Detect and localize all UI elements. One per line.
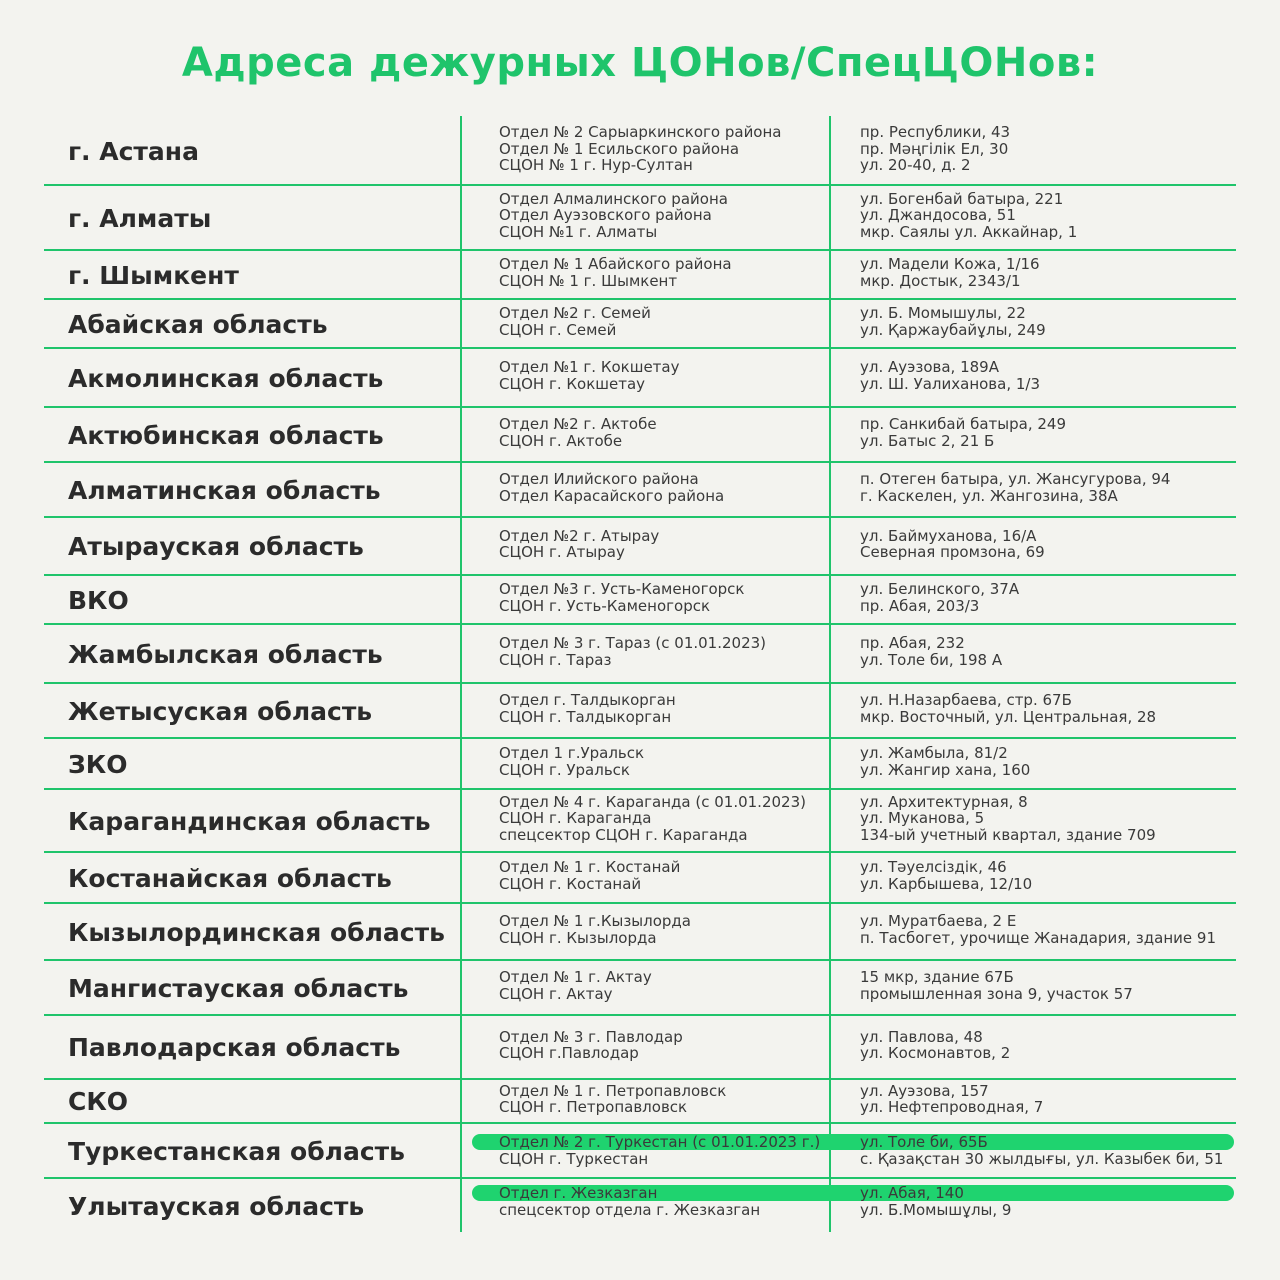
region-name: Улытауская область <box>68 1191 365 1221</box>
office-name: СЦОН г.Павлодар <box>499 1044 639 1062</box>
office-list <box>499 635 766 668</box>
address: мкр. Достык, 2343/1 <box>860 271 1021 290</box>
office-name: Отдел Ауэзовского района <box>499 206 712 225</box>
address: ул. Н.Назарбаева, стр. 67Б <box>860 691 1072 709</box>
region-name: СКО <box>68 1087 129 1116</box>
address-list <box>860 1083 1043 1116</box>
office-name: Отдел г. Талдыкорган <box>499 691 676 709</box>
office-list <box>499 794 806 844</box>
address: ул. Ауэзова, 189А <box>860 358 999 376</box>
office-list <box>499 1029 683 1062</box>
office-list <box>499 1185 760 1218</box>
office-name: Отдел № 1 г.Кызылорда <box>499 912 691 930</box>
address-list <box>860 416 1066 449</box>
address-list <box>860 913 1216 946</box>
address: ул. Муратбаева, 2 Е <box>860 912 1017 930</box>
row-divider <box>44 406 1236 408</box>
address: ул. Жамбыла, 81/2 <box>860 744 1008 762</box>
region-name: г. Астана <box>68 137 199 166</box>
office-name: Отдел № 1 г. Актау <box>499 968 652 986</box>
address-list <box>860 635 1002 668</box>
row-divider <box>44 249 1236 251</box>
region-name: Актюбинская область <box>68 420 384 450</box>
row-divider <box>44 574 1236 576</box>
region-name: г. Шымкент <box>68 260 239 290</box>
address: ул. Белинского, 37А <box>860 580 1020 598</box>
office-name: Отдел №2 г. Атырау <box>499 526 660 545</box>
region-name: ВКО <box>68 585 129 615</box>
row-divider <box>44 298 1236 300</box>
address: ул. Ауэзова, 157 <box>860 1081 989 1100</box>
address: п. Отеген батыра, ул. Жансугурова, 94 <box>860 470 1171 488</box>
address-list <box>860 1134 1223 1167</box>
address-list <box>860 256 1040 289</box>
address-list <box>860 528 1045 561</box>
region-name: Туркестанская область <box>68 1136 405 1166</box>
row-divider <box>44 902 1236 904</box>
office-name: СЦОН г. Тараз <box>499 650 612 669</box>
row-divider <box>44 1122 1236 1124</box>
office-name: СЦОН г. Караганда <box>499 809 652 828</box>
address: г. Каскелен, ул. Жангозина, 38А <box>860 486 1118 505</box>
office-name: СЦОН № 1 г. Нур-Султан <box>499 156 693 175</box>
office-name: Отдел №3 г. Усть-Каменогорск <box>499 580 745 598</box>
page-title: Адреса дежурных ЦОНов/СпецЦОНов: <box>181 40 1099 86</box>
office-list <box>499 359 679 392</box>
office-name: СЦОН г. Костанай <box>499 874 642 893</box>
office-name: Отдел № 2 Сарыаркинского района <box>499 123 782 142</box>
office-name: спецсектор СЦОН г. Караганда <box>499 825 748 844</box>
region-name: Павлодарская область <box>68 1033 401 1062</box>
office-list <box>499 528 659 561</box>
region-name: Мангистауская область <box>68 973 409 1003</box>
office-list <box>499 256 732 289</box>
row-divider <box>44 347 1236 349</box>
address-list <box>860 794 1156 844</box>
row-divider <box>44 959 1236 961</box>
office-name: СЦОН г. Петропавловск <box>499 1098 688 1116</box>
address: ул. Толе би, 198 А <box>860 650 1003 669</box>
region-name: Абайская область <box>68 309 328 339</box>
address: пр. Мәңгілік Ел, 30 <box>860 139 1009 158</box>
address: ул. Джандосова, 51 <box>860 206 1016 225</box>
address-list <box>860 969 1133 1002</box>
address: ул. Ш. Уалиханова, 1/3 <box>860 374 1041 393</box>
column-divider <box>829 116 831 1232</box>
row-divider <box>44 623 1236 625</box>
address-list <box>860 124 1010 174</box>
address: пр. Республики, 43 <box>860 123 1011 142</box>
office-name: СЦОН г. Кызылорда <box>499 928 657 947</box>
address-list <box>860 305 1046 338</box>
office-list <box>499 913 691 946</box>
region-name: Атырауская область <box>68 532 364 561</box>
row-divider <box>44 516 1236 518</box>
office-name: СЦОН г. Талдыкорган <box>499 707 672 726</box>
office-list <box>499 416 657 449</box>
address: 134-ый учетный квартал, здание 709 <box>860 825 1156 844</box>
region-name: Костанайская область <box>68 863 392 893</box>
office-name: Отдел №2 г. Семей <box>499 304 651 322</box>
row-divider <box>44 1177 1236 1179</box>
address: ул. Богенбай батыра, 221 <box>860 189 1064 208</box>
office-list <box>499 859 680 892</box>
row-divider <box>44 184 1236 186</box>
address: ул. Баймуханова, 16/А <box>860 526 1037 545</box>
address: ул. Тәуелсіздік, 46 <box>860 858 1007 876</box>
region-name: Карагандинская область <box>68 806 431 836</box>
office-list <box>499 191 728 241</box>
office-name: СЦОН г. Атырау <box>499 543 625 561</box>
office-name: Отдел Карасайского района <box>499 486 725 505</box>
office-name: Отдел № 4 г. Караганда (с 01.01.2023) <box>499 792 806 811</box>
address: ул. Мадели Кожа, 1/16 <box>860 255 1040 273</box>
address-list <box>860 692 1156 725</box>
row-divider <box>44 1078 1236 1080</box>
office-name: СЦОН г. Актобе <box>499 431 623 450</box>
address: ул. Муканова, 5 <box>860 809 985 828</box>
address-list <box>860 745 1030 778</box>
office-name: спецсектор отдела г. Жезказган <box>499 1200 761 1219</box>
region-name: Акмолинская область <box>68 363 384 393</box>
address-list <box>860 1185 1011 1218</box>
row-divider <box>44 461 1236 463</box>
address: ул. Павлова, 48 <box>860 1027 983 1046</box>
address: пр. Абая, 203/3 <box>860 596 980 615</box>
address-list <box>860 471 1170 504</box>
office-list <box>499 1083 726 1116</box>
address: 15 мкр, здание 67Б <box>860 968 1014 986</box>
office-list <box>499 745 644 778</box>
office-list <box>499 581 744 614</box>
address: ул. Карбышева, 12/10 <box>860 874 1033 893</box>
row-divider <box>44 788 1236 790</box>
office-name: Отдел №1 г. Кокшетау <box>499 358 680 376</box>
address: ул. Архитектурная, 8 <box>860 792 1028 811</box>
office-name: Отдел № 3 г. Тараз (с 01.01.2023) <box>499 634 767 652</box>
office-name: Отдел № 1 Абайского района <box>499 255 732 273</box>
office-name: Отдел № 1 г. Костанай <box>499 858 681 876</box>
address: ул. 20-40, д. 2 <box>860 156 971 175</box>
address: промышленная зона 9, участок 57 <box>860 984 1133 1003</box>
office-name: СЦОН г. Туркестан <box>499 1149 649 1168</box>
address-list <box>860 581 1019 614</box>
office-name: СЦОН №1 г. Алматы <box>499 222 658 241</box>
office-name: Отдел Илийского района <box>499 470 699 488</box>
row-divider <box>44 851 1236 853</box>
office-name: Отдел 1 г.Уральск <box>499 744 645 762</box>
office-name: Отдел № 2 г. Туркестан (с 01.01.2023 г.) <box>499 1133 821 1151</box>
office-list <box>499 969 652 1002</box>
region-name: ЗКО <box>68 749 128 779</box>
region-name: г. Алматы <box>68 203 212 233</box>
region-name: Жетысуская область <box>68 696 373 726</box>
office-list <box>499 692 676 725</box>
address: п. Тасбогет, урочище Жанадария, здание 91 <box>860 928 1216 947</box>
address: ул. Нефтепроводная, 7 <box>860 1098 1044 1116</box>
address: ул. Космонавтов, 2 <box>860 1044 1011 1062</box>
address: ул. Б.Момышұлы, 9 <box>860 1200 1012 1219</box>
office-name: Отдел № 1 г. Петропавловск <box>499 1081 727 1100</box>
office-name: СЦОН г. Усть-Каменогорск <box>499 596 711 615</box>
address: мкр. Саялы ул. Аккайнар, 1 <box>860 222 1078 241</box>
office-name: СЦОН г. Актау <box>499 984 613 1003</box>
office-name: Отдел №2 г. Актобе <box>499 415 657 433</box>
office-name: Отдел г. Жезказган <box>499 1184 658 1202</box>
office-name: СЦОН г. Семей <box>499 320 617 339</box>
office-list <box>499 124 782 174</box>
addresses-table <box>44 116 1236 1232</box>
address: Северная промзона, 69 <box>860 543 1045 561</box>
address: пр. Абая, 232 <box>860 634 965 652</box>
address-list <box>860 359 1040 392</box>
address: ул. Абая, 140 <box>860 1184 964 1202</box>
address: ул. Батыс 2, 21 Б <box>860 431 995 450</box>
region-name: Жамбылская область <box>68 639 383 669</box>
address-list <box>860 859 1032 892</box>
address: ул. Толе би, 65Б <box>860 1133 988 1151</box>
address: с. Қазақстан 30 жылдығы, ул. Казыбек би, 51 <box>860 1149 1224 1168</box>
row-divider <box>44 682 1236 684</box>
office-name: СЦОН г. Кокшетау <box>499 374 646 393</box>
office-name: СЦОН № 1 г. Шымкент <box>499 271 678 290</box>
region-name: Алматинская область <box>68 475 381 505</box>
office-list <box>499 471 724 504</box>
office-name: Отдел Алмалинского района <box>499 189 728 208</box>
office-list <box>499 305 651 338</box>
address: пр. Санкибай батыра, 249 <box>860 415 1067 433</box>
address: мкр. Восточный, ул. Центральная, 28 <box>860 707 1157 726</box>
office-name: Отдел № 1 Есильского района <box>499 139 740 158</box>
office-name: СЦОН г. Уральск <box>499 760 630 779</box>
address-list <box>860 1029 1010 1062</box>
region-name: Кызылординская область <box>68 917 445 947</box>
address: ул. Қаржаубайұлы, 249 <box>860 320 1046 339</box>
address: ул. Б. Момышулы, 22 <box>860 304 1026 322</box>
office-name: Отдел № 3 г. Павлодар <box>499 1027 683 1046</box>
office-list <box>499 1134 820 1167</box>
address: ул. Жангир хана, 160 <box>860 760 1031 779</box>
row-divider <box>44 737 1236 739</box>
address-list <box>860 191 1077 241</box>
row-divider <box>44 1014 1236 1016</box>
